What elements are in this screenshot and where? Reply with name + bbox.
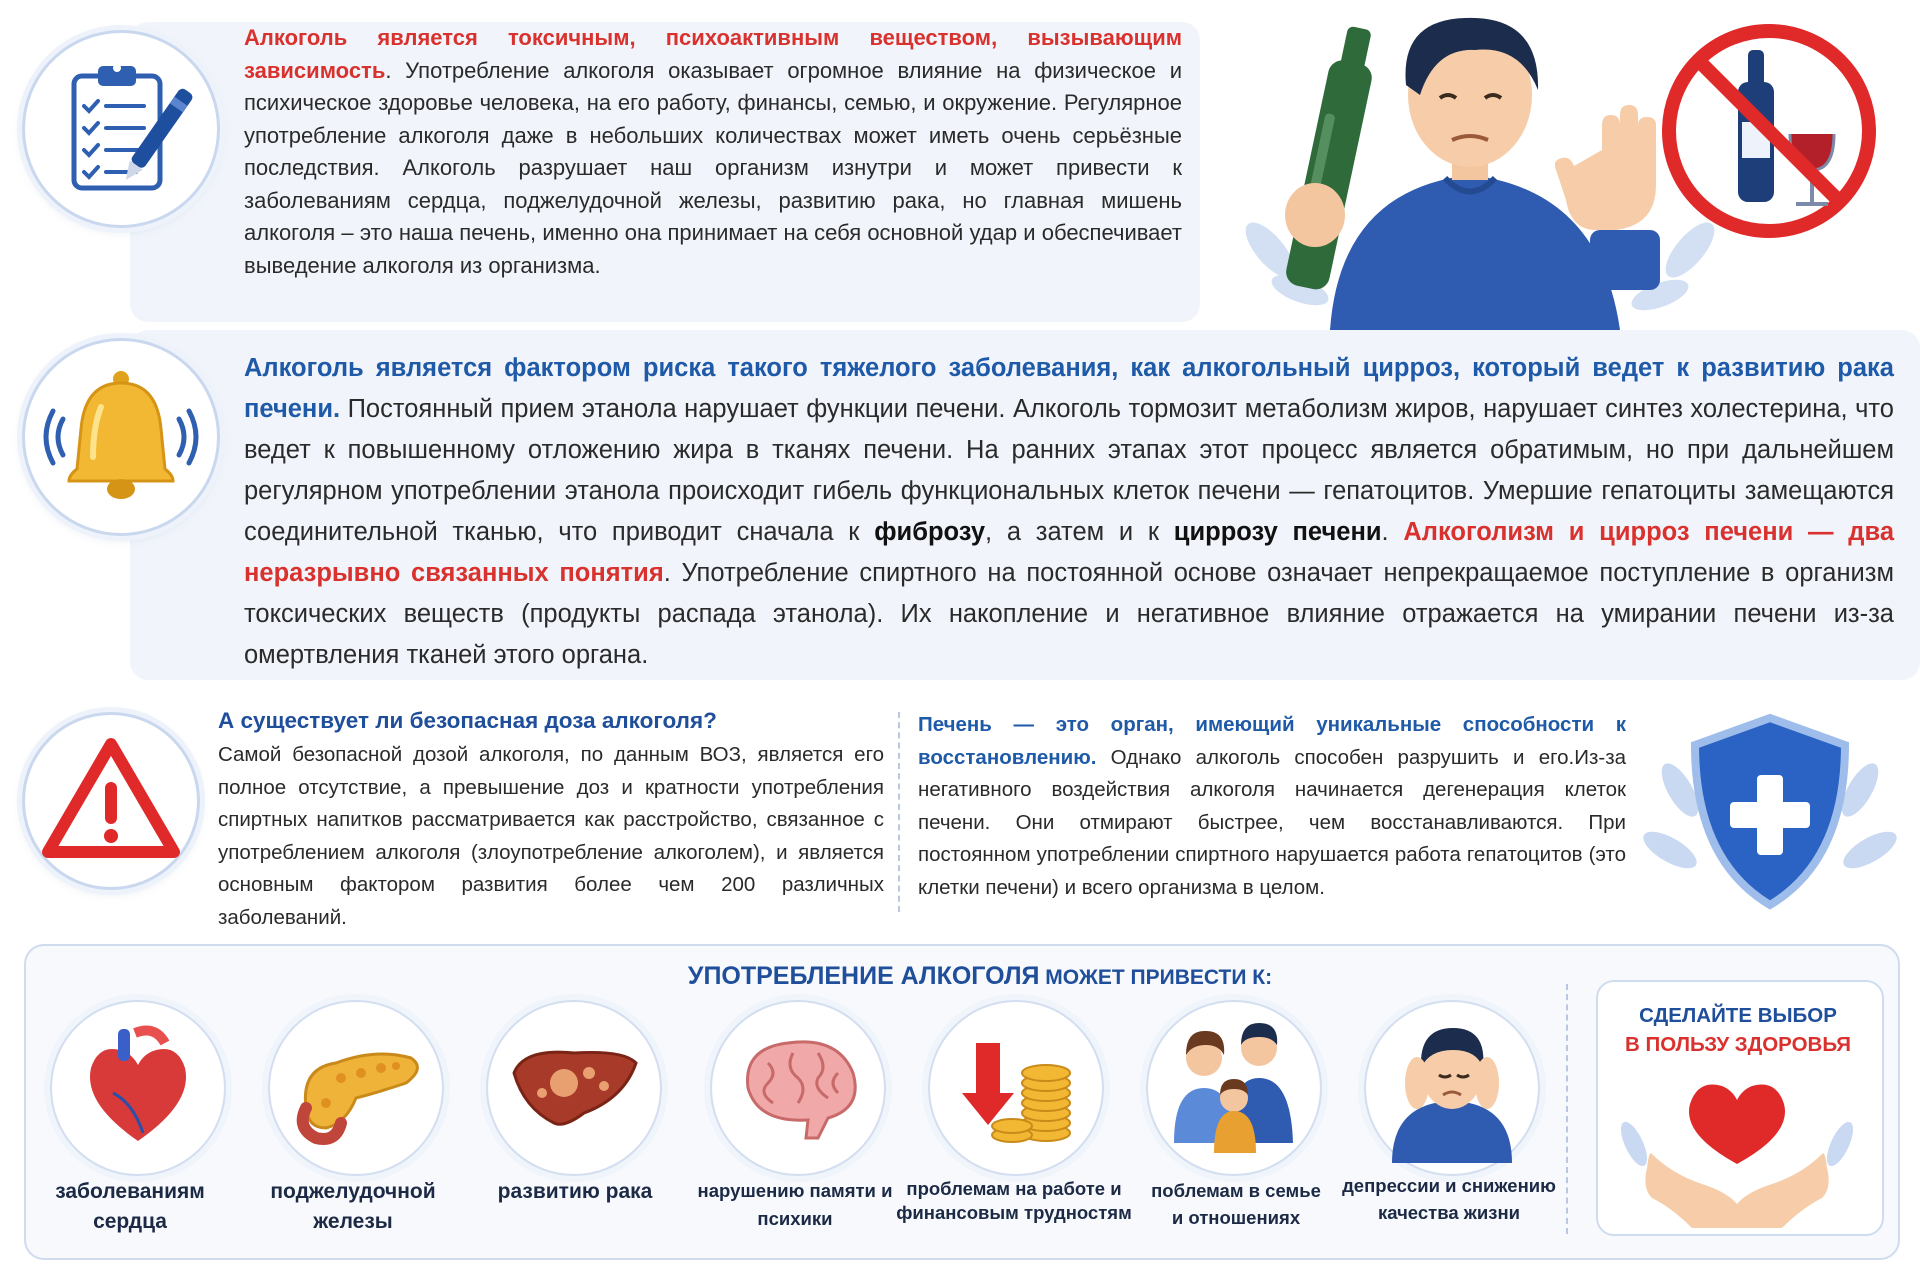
liver-tumor-icon [504,1028,644,1148]
brain-circle [710,1000,886,1176]
liver-recovery-text [918,709,1626,905]
shield-medical-icon [1640,700,1900,930]
depression-circle [1364,1000,1540,1176]
clipboard-checklist-icon [46,54,196,204]
depressed-man-icon [1377,1013,1527,1163]
liver-circle [486,1000,662,1176]
pancreas-icon [286,1028,426,1148]
safe-dose-text: Самой безопасной дозой алкоголя, по данным ВОЗ, является его полное отсутствие, а превышение доз и кратности употребления спиртных напитков рассматривается как расстройство, связанное с употреблением алкоголя (злоупотребление алкоголем), и является основным фактором развития более чем 200 различных заболеваний. [218,743,884,929]
consequences-title-tail: МОЖЕТ ПРИВЕСТИ К: [1039,966,1273,989]
heart-organ-icon [73,1023,203,1153]
consequence-label-depression: депрессии и снижению качества жизни [1342,1175,1556,1223]
section1-body: . Употребление алкоголя оказывает огромное влияние на физическое и психическое здоровье человека, на его работу, финансы, семью, и окружение. Регулярное употребление алкоголя даже в небольших количествах может иметь очень серьёзные последствия. Алкоголь разрушает наш организм изнутри и может привести к заболеваниям сердца, поджелудочной железы, развитию рака, но главная мишень алкоголя – это наша печень, именно она принимает на себя основной удар и обеспечивает выведение алкоголя из организма. [244,57,1182,278]
section1-text [244,22,1182,282]
section-divider [898,712,900,912]
family-icon [1159,1013,1309,1163]
fibrosis-term: фиброзу [874,518,985,546]
cta-divider [1566,984,1568,1234]
section2-body-b: , а затем и к [985,518,1174,546]
consequence-label-heart: заболеваниям сердца [55,1180,205,1233]
consequences-title-main: УПОТРЕБЛЕНИЕ АЛКОГОЛЯ [687,962,1040,990]
warning-icon-frame [22,712,200,890]
consequence-label-pancreas: поджелудочной железы [270,1180,436,1233]
section2-text [244,348,1894,676]
no-alcohol-sign [1660,22,1878,240]
cirrhosis-term: циррозу печени [1173,518,1382,546]
clipboard-icon-frame [22,30,220,228]
section2-body-d: . Употребление спиртного на постоянной основе означает непрекращаемое поступление в организм токсических веществ (продукты распада этанола). Их накопление и негативное влияние отражается на умирании печени из-за омертвления тканей этого органа. [244,559,1894,669]
bell-icon [41,357,201,517]
warning-triangle-icon [36,726,186,876]
money-circle [928,1000,1104,1176]
consequence-label-brain: нарушению памяти и психики [697,1180,893,1229]
section1-highlight: Алкоголь является токсичным, психоактивным веществом, вызывающим зависимость [244,25,1182,83]
pancreas-circle [268,1000,444,1176]
consequence-label-work: проблемам на работе и финансовым трудностям [896,1178,1132,1223]
bell-icon-frame [22,338,220,536]
family-circle [1146,1000,1322,1176]
heart-in-hands-icon [1612,1064,1862,1228]
safe-dose-question: А существует ли безопасная доза алкоголя? [218,708,717,733]
section2-highlight: Алкоголь является фактором риска такого тяжелого заболевания, как алкогольный цирроз, который ведет к развитию рака печени. [244,354,1894,423]
cta-line1: СДЕЛАЙТЕ ВЫБОР [1639,1004,1837,1027]
shield-illustration [1640,700,1900,930]
section2-body-a: Постоянный прием этанола нарушает функции печени. Алкоголь тормозит метаболизм жиров, нарушает синтез холестерина, что ведет к повышенному отложению жира в тканях печени. На ранних этапах этот процесс является обратимым, но при дальнейшем регулярном употреблении этанола происходит гибель функциональных клеток печени — гепатоцитов. Умершие гепатоциты замещаются соединительной тканью, что приводит сначала к [244,395,1894,546]
liver-recovery-body: Однако алкоголь способен разрушить и его.Из-за негативного воздействия алкоголя начинается дегенерация клеток печени. Они отмирают быстрее, чем восстанавливаются. При постоянном употреблении спиртного нарушается работа гепатоцитов (это клетки печени) и всего организма в целом. [918,745,1626,899]
brain-icon [728,1028,868,1148]
section2-red-phrase: Алкоголизм и цирроз печени — два неразрывно связанных понятия [244,518,1894,587]
cta-line2: В ПОЛЬЗУ ЗДОРОВЬЯ [1624,1033,1852,1056]
heart-in-hands-illustration [1612,1064,1862,1228]
heart-organ-circle [50,1000,226,1176]
coins-down-arrow-icon [946,1023,1086,1153]
no-alcohol-icon [1660,22,1878,240]
section2-body-c: . [1381,518,1404,546]
consequence-label-family: поблемам в семье и отношениях [1151,1180,1321,1228]
consequence-label-cancer: развитию рака [497,1180,653,1203]
consequences-title [380,962,1580,991]
liver-recovery-highlight: Печень — это орган, имеющий уникальные способности к восстановлению. [918,713,1626,769]
